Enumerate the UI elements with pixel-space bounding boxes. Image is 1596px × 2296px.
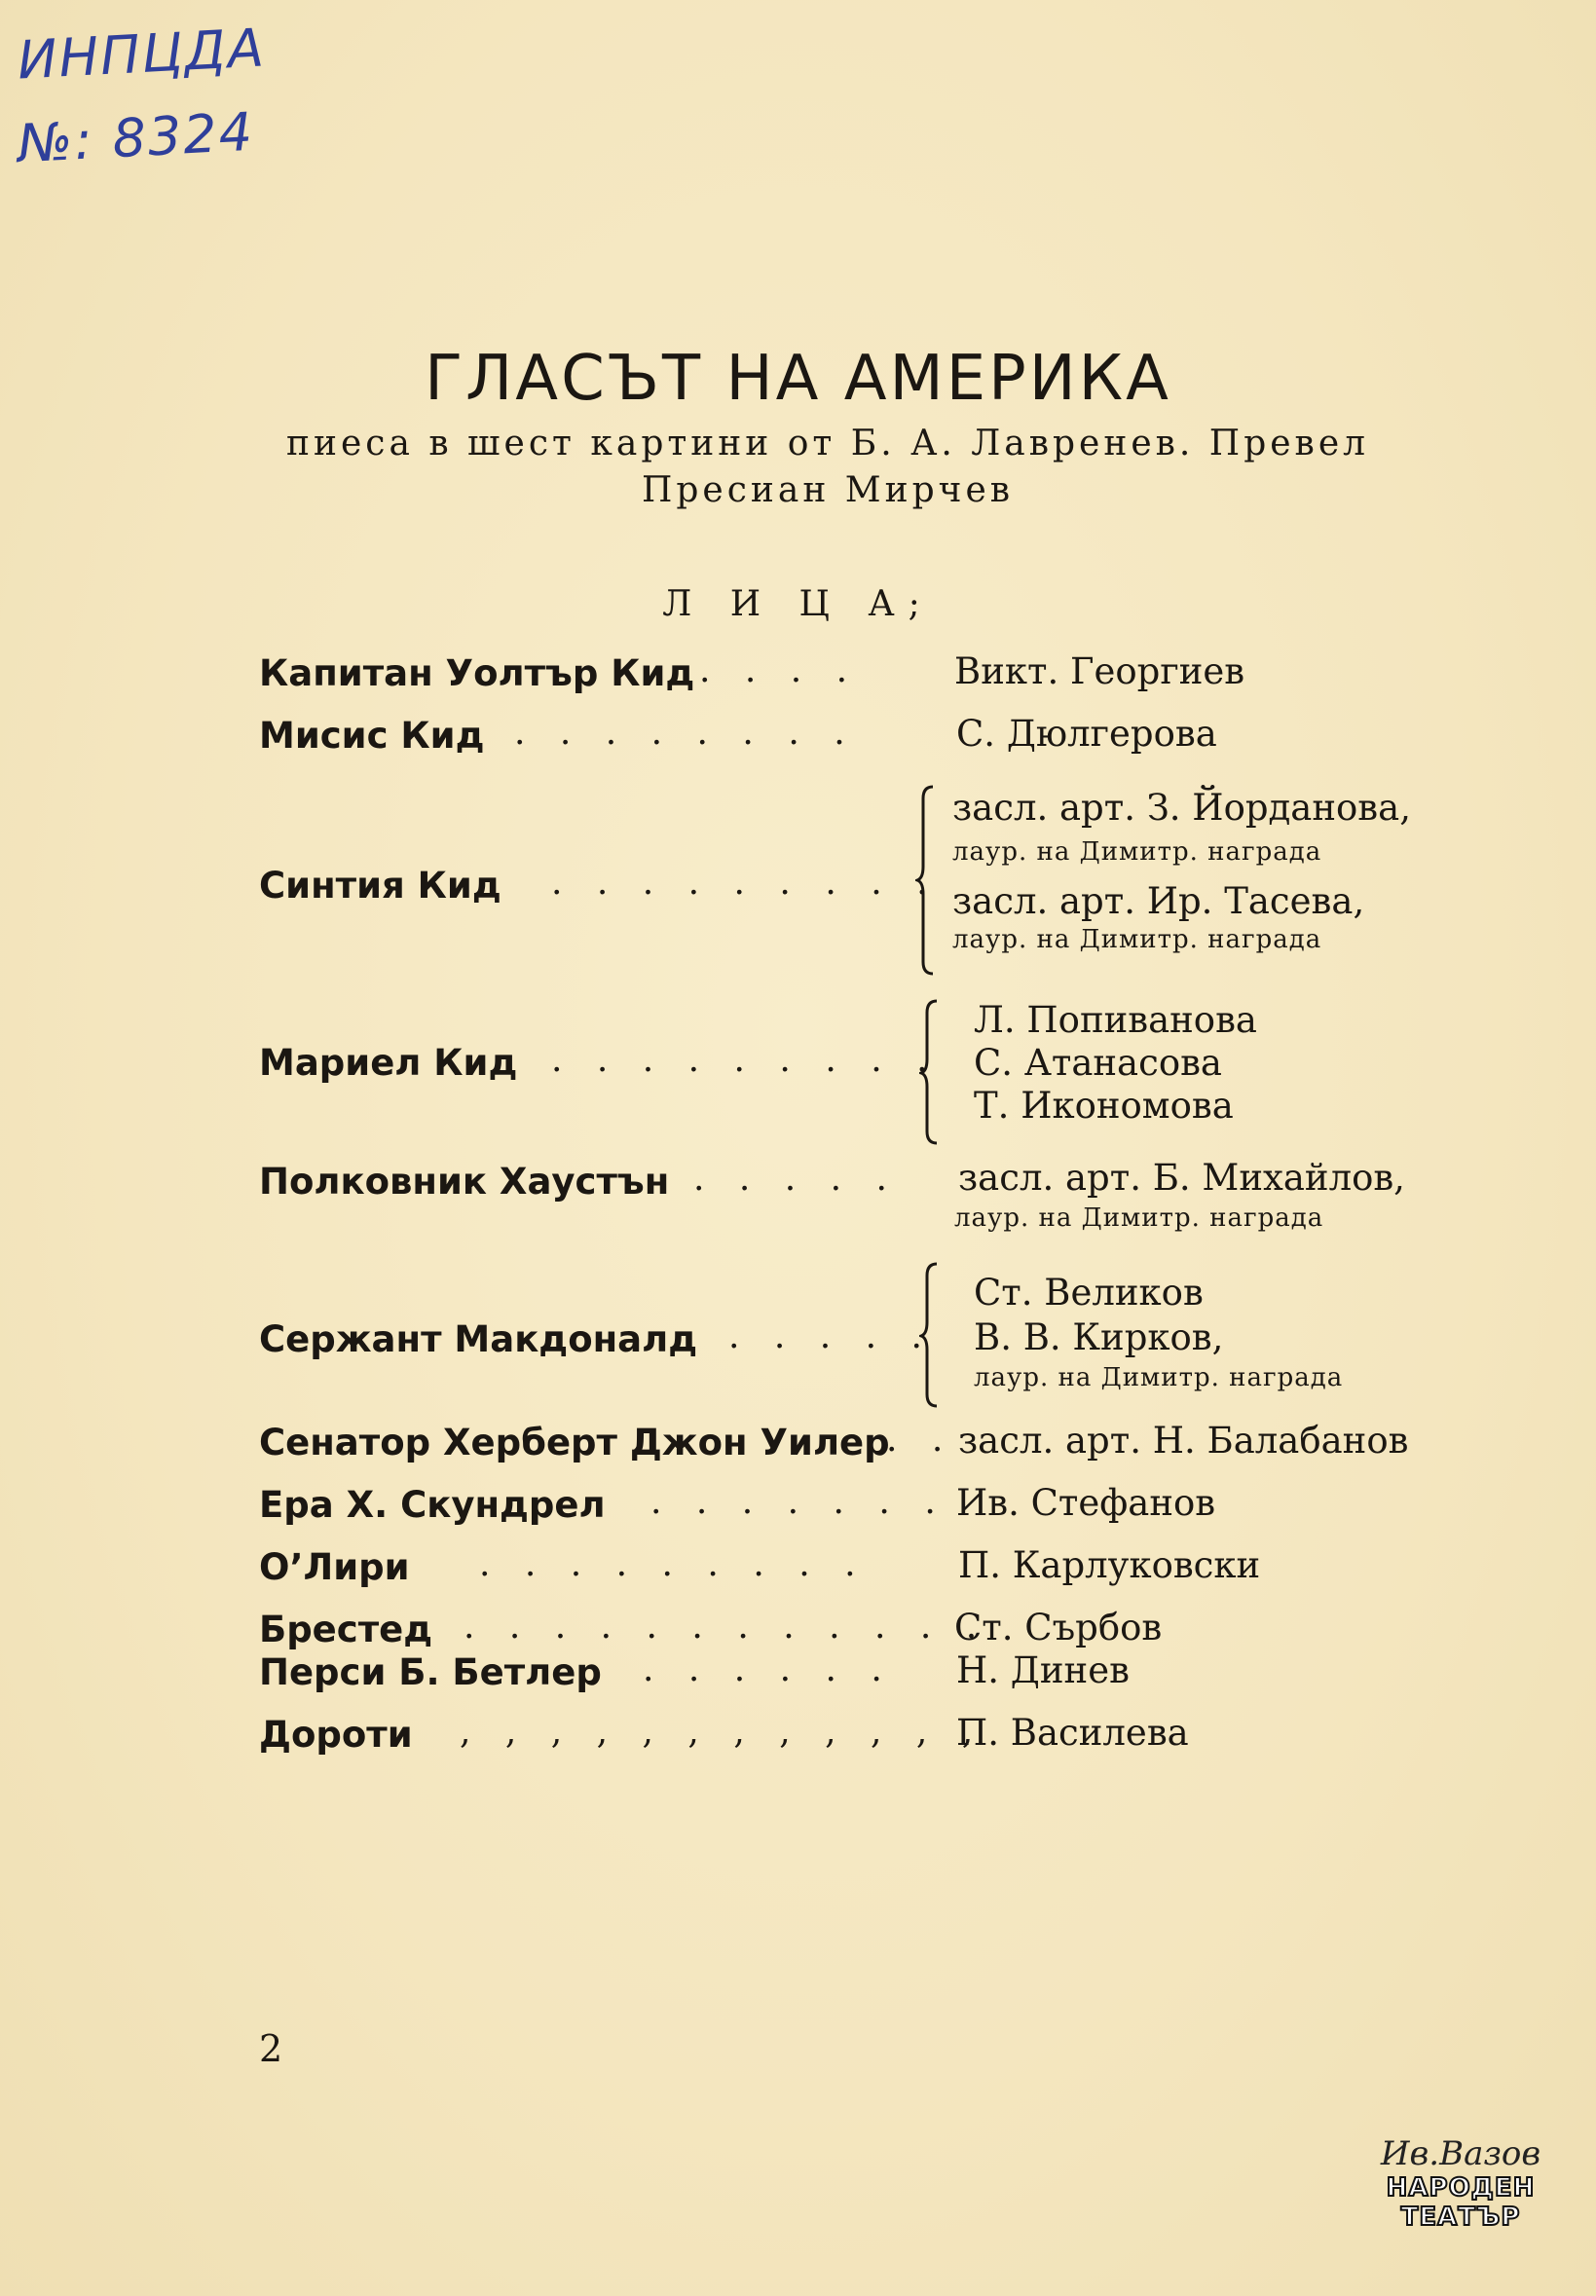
- play-title: ГЛАСЪТ НА АМЕРИКА: [425, 343, 1171, 415]
- leader-dots: . .: [886, 1420, 955, 1460]
- play-subtitle: [253, 421, 1402, 514]
- cast-actor: Ст. Сърбов: [954, 1607, 1163, 1648]
- leader-dots: . . . . . . . .: [514, 713, 857, 753]
- cast-role: Сержант Макдоналд: [259, 1318, 698, 1360]
- leader-dots: . . . .: [699, 650, 860, 690]
- leader-dots: . . . . . . . . .: [551, 863, 940, 903]
- handwritten-archive-number: №: 8324: [16, 100, 256, 175]
- subtitle-line-2: Пресиан Мирчев: [641, 470, 1015, 510]
- leader-dots: . . . . . . . . .: [479, 1544, 868, 1584]
- leader-dots: . . . . . . .: [650, 1482, 947, 1522]
- cast-actor: П. Карлуковски: [958, 1544, 1261, 1586]
- cast-role: Мариел Кид: [259, 1042, 518, 1084]
- cast-role: Капитан Уолтър Кид: [259, 652, 695, 694]
- cast-role: Ера Х. Скундрел: [259, 1484, 606, 1526]
- leader-dots: . . . . .: [693, 1159, 899, 1199]
- logo-signature: Ив.Вазов: [1380, 2134, 1541, 2173]
- cast-actor: засл. арт. Ир. Тасева,: [952, 880, 1365, 922]
- cast-role: Сенатор Херберт Джон Уилер: [259, 1422, 890, 1463]
- cast-role: Полковник Хаустън: [259, 1161, 670, 1203]
- cast-actor: Л. Попиванова: [974, 999, 1257, 1041]
- subtitle-line-1: пиеса в шест картини от Б. А. Лавренев. Превел: [285, 424, 1369, 463]
- actor-note: лаур. на Димитр. награда: [952, 837, 1322, 867]
- cast-actor: Н. Динев: [956, 1649, 1130, 1691]
- cast-actor: засл. арт. З. Йорданова,: [952, 787, 1411, 829]
- logo-line-2: ТЕАТЪР: [1400, 2203, 1521, 2232]
- cast-actor: Ив. Стефанов: [956, 1482, 1216, 1524]
- cast-actor: Викт. Георгиев: [954, 650, 1245, 692]
- cast-actor: С. Атанасова: [974, 1042, 1222, 1084]
- leader-dots: . . . . .: [728, 1316, 934, 1356]
- cast-heading: Л И Ц А;: [662, 584, 934, 624]
- cast-role: Брестед: [259, 1609, 433, 1650]
- cast-role: Дороти: [259, 1714, 413, 1756]
- leader-dots: . . . . . .: [643, 1649, 894, 1689]
- cast-actor: засл. арт. Н. Балабанов: [958, 1420, 1409, 1462]
- cast-actor: П. Василева: [956, 1712, 1189, 1754]
- cast-actor: Т. Икономова: [974, 1085, 1234, 1127]
- page-number: 2: [259, 2027, 283, 2070]
- actor-note: лаур. на Димитр. награда: [954, 1204, 1324, 1233]
- cast-role: Мисис Кид: [259, 715, 485, 757]
- cast-role: Перси Б. Бетлер: [259, 1651, 602, 1693]
- cast-actor: засл. арт. Б. Михайлов,: [958, 1157, 1405, 1199]
- handwritten-archive-note: ИНПЦДА: [16, 17, 268, 92]
- cast-actor: Ст. Великов: [974, 1272, 1204, 1314]
- logo-line-1: НАРОДЕН: [1386, 2173, 1536, 2203]
- cast-role: Синтия Кид: [259, 865, 501, 907]
- cast-actor: В. В. Кирков,: [974, 1316, 1224, 1358]
- leader-dots: . . . . . . . . . . . .: [464, 1607, 989, 1647]
- actor-note: лаур. на Димитр. награда: [952, 925, 1322, 954]
- leader-dots: , , , , , , , , , , , ,: [460, 1712, 985, 1752]
- leader-dots: . . . . . . . . .: [551, 1040, 940, 1080]
- actor-note: лаур. на Димитр. награда: [974, 1363, 1344, 1392]
- national-theatre-logo: [1373, 2134, 1548, 2251]
- cast-role: О’Лири: [259, 1546, 410, 1588]
- cast-actor: С. Дюлгерова: [956, 713, 1217, 755]
